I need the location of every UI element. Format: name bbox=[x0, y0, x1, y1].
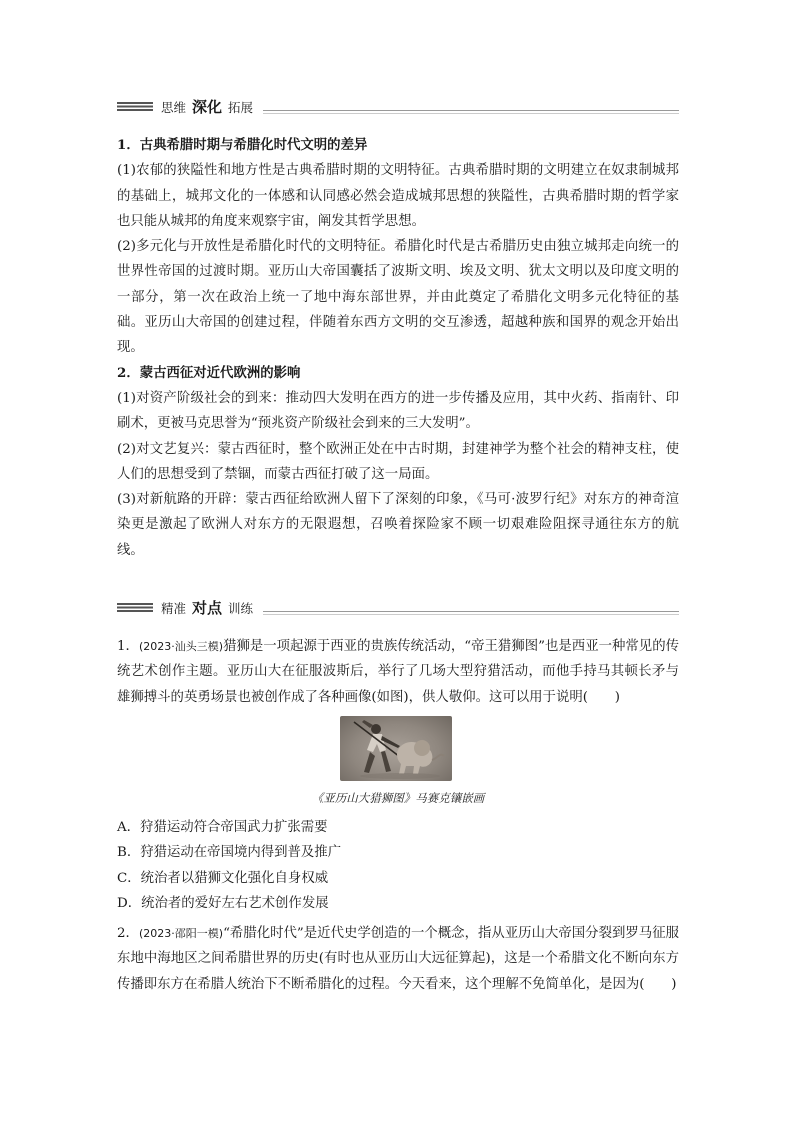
section-rule-secondary bbox=[263, 113, 679, 114]
section-stripes-icon bbox=[117, 102, 153, 111]
section-title-prefix: 思维 bbox=[161, 100, 187, 115]
item2-title: 2．蒙古西征对近代欧洲的影响 bbox=[117, 364, 301, 381]
mosaic-illustration bbox=[340, 716, 452, 781]
item1-paragraph-1: (1)农郁的狭隘性和地方性是古典希腊时期的文明特征。古典希腊时期的文明建立在奴隶制城邦的基础上，城邦文化的一体感和认同感必然会造成城邦思想的狭隘性，古典希腊时期的哲学家也只能从城邦的角度来观察宇宙，阐发其哲学思想。 bbox=[117, 163, 679, 229]
question-number: 2． bbox=[117, 926, 139, 941]
section-title-emphasis: 对点 bbox=[192, 599, 223, 617]
question-1-stem-line bbox=[117, 634, 679, 710]
option-b[interactable]: B．狩猎运动在帝国境内得到普及推广 bbox=[117, 845, 342, 861]
item2-paragraph-1: (1)对资产阶级社会的到来：推动四大发明在西方的进一步传播及应用，其中火药、指南针、印刷术，更被马克思誉为“预兆资产阶级社会到来的三大发明”。 bbox=[117, 390, 679, 432]
item2-paragraph-3: (3)对新航路的开辟：蒙古西征给欧洲人留下了深刻的印象，《马可·波罗行纪》对东方的神奇渲染更是激起了欧洲人对东方的无限遐想，召唤着探险家不顾一切艰难险阻探寻通往东方的航线。 bbox=[117, 492, 679, 558]
section-header-practice bbox=[117, 598, 679, 618]
option-d[interactable]: D．统治者的爱好左右艺术创作发展 bbox=[117, 895, 329, 911]
section-title-prefix: 精准 bbox=[161, 601, 187, 616]
question-source: (2023·邵阳一模) bbox=[138, 927, 224, 940]
section-title-suffix: 拓展 bbox=[228, 100, 254, 115]
question-stem: “希腊化时代”是近代史学创造的一个概念，指从亚历山大帝国分裂到罗马征服东地中海地区之间希腊世界的历史(有时也从亚历山大远征算起)，这是一个希腊文化不断向东方传播即东方在希腊人统治下不断希腊化的过程。今天看来，这个理解不免简单化，是因为( ) bbox=[117, 926, 679, 992]
section-rule bbox=[263, 110, 679, 111]
question-2-stem-line bbox=[117, 921, 679, 997]
item2-paragraph-2: (2)对文艺复兴：蒙古西征时，整个欧洲正处在中古时期，封建神学为整个社会的精神支柱，使人们的思想受到了禁锢，而蒙古西征打破了这一局面。 bbox=[117, 441, 679, 482]
section-rule bbox=[263, 611, 679, 612]
lion-hunt-mosaic-image bbox=[340, 716, 452, 781]
question-1-options bbox=[117, 815, 679, 916]
section-title bbox=[161, 97, 253, 118]
section-title-emphasis: 深化 bbox=[192, 98, 223, 116]
question-number: 1． bbox=[117, 639, 139, 654]
section-rule-secondary bbox=[263, 614, 679, 615]
question-stem: 猎狮是一项起源于西亚的贵族传统活动，“帝王猎狮图”也是西亚一种常见的传统艺术创作主题。亚历山大在征服波斯后，举行了几场大型狩猎活动，而他手持马其顿长矛与雄狮搏斗的英勇场景也被创作成了各种画像(如图)，供人敬仰。这可以用于说明( ) bbox=[117, 639, 679, 705]
section-stripes-icon bbox=[117, 603, 153, 612]
section-title bbox=[161, 598, 253, 619]
question-source: (2023·汕头三模) bbox=[138, 640, 224, 653]
question-2 bbox=[117, 921, 679, 997]
option-c[interactable]: C．统治者以猎狮文化强化自身权威 bbox=[117, 870, 329, 886]
deepen-content bbox=[117, 133, 679, 563]
item1-paragraph-2: (2)多元化与开放性是希腊化时代的文明特征。希腊化时代是古希腊历史由独立城邦走向统一的世界性帝国的过渡时期。亚历山大帝国囊括了波斯文明、埃及文明、犹太文明以及印度文明的一部分，第一次在政治上统一了地中海东部世界，并由此奠定了希腊化文明多元化特征的基础。亚历山大帝国的创建过程，伴随着东西方文明的交互渗透，超越种族和国界的观念开始出现。 bbox=[117, 239, 679, 356]
section-header-deepen bbox=[117, 97, 679, 117]
section-title-suffix: 训练 bbox=[228, 601, 254, 616]
question-1 bbox=[117, 634, 679, 710]
figure-caption: 《亚历山大猎狮图》马赛克镶嵌画 bbox=[311, 791, 485, 805]
option-a[interactable]: A．狩猎运动符合帝国武力扩张需要 bbox=[117, 820, 328, 835]
item1-title: 1．古典希腊时期与希腊化时代文明的差异 bbox=[117, 137, 368, 153]
